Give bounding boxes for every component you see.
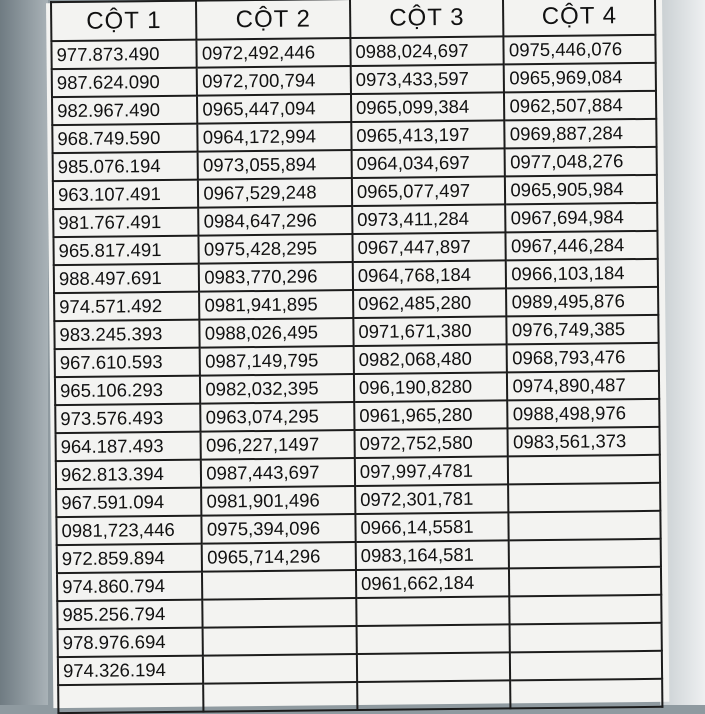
phone-number-table	[50, 0, 663, 714]
table-cell: 0961,662,184	[356, 568, 510, 598]
table-cell: 965.106.293	[55, 376, 201, 406]
table-cell: 0975,394,096	[202, 514, 356, 544]
table-cell: 096,227,1497	[201, 430, 355, 460]
table-cell: 0975,428,295	[199, 234, 353, 264]
table-cell: 0963,074,295	[201, 402, 355, 432]
table-cell: 0966,103,184	[506, 259, 658, 289]
table-cell: 964.187.493	[56, 432, 202, 462]
table-cell: 962.813.394	[56, 460, 202, 490]
table-cell: 983.245.393	[54, 320, 200, 350]
table-cell: 0981,723,446	[56, 516, 202, 546]
table-cell: 968.749.590	[52, 124, 198, 154]
table-cell	[202, 570, 356, 600]
table-cell	[509, 511, 661, 541]
table-cell: 096,190,8280	[354, 372, 508, 402]
table-cell: 0972,492,446	[197, 38, 351, 68]
table-cell	[510, 623, 662, 653]
table-cell	[357, 680, 511, 710]
table-cell: 0972,700,794	[197, 66, 351, 96]
table-cell: 0965,077,497	[352, 176, 506, 206]
table-cell: 0971,671,380	[353, 316, 507, 346]
table-cell: 987.624.090	[52, 68, 198, 98]
table-cell: 974.860.794	[57, 572, 203, 602]
table-cell	[509, 539, 661, 569]
table-cell: 0967,447,897	[352, 232, 506, 262]
table-cell: 0984,647,296	[199, 206, 353, 236]
table-cell: 982.967.490	[52, 96, 198, 126]
table-cell: 963.107.491	[53, 180, 199, 210]
table-cell: 0982,032,395	[200, 374, 354, 404]
table-cell: 974.326.194	[58, 656, 204, 686]
table-cell: 0964,034,697	[351, 148, 505, 178]
table-cell	[510, 651, 662, 681]
table-cell: 0981,941,895	[199, 290, 353, 320]
table-cell: 0973,433,597	[351, 64, 505, 94]
table-cell	[58, 684, 204, 714]
table-cell: 965.817.491	[53, 236, 199, 266]
table-cell: 974.571.492	[54, 292, 200, 322]
table-cell: 0983,561,373	[508, 427, 660, 457]
table-cell: 0961,965,280	[354, 400, 508, 430]
table-cell: 0964,172,994	[198, 122, 352, 152]
table-body	[51, 35, 662, 713]
table-cell: 0966,14,5581	[355, 512, 509, 542]
table-cell: 0977,048,276	[505, 147, 657, 177]
table-cell: 0965,413,197	[351, 120, 505, 150]
table-cell	[510, 595, 662, 625]
background-left	[0, 0, 48, 705]
table-cell: 0967,694,984	[506, 203, 658, 233]
table-cell: 973.576.493	[55, 404, 201, 434]
table-cell: 985.256.794	[57, 600, 203, 630]
table-cell: 0975,446,076	[504, 35, 656, 65]
table-cell: 0987,149,795	[200, 346, 354, 376]
table-row	[58, 679, 662, 713]
table-cell	[509, 567, 661, 597]
table-cell: 988.497.691	[54, 264, 200, 294]
table-cell: 0965,714,296	[202, 542, 356, 572]
table-cell	[204, 682, 358, 712]
table-cell	[203, 654, 357, 684]
table-cell	[356, 624, 510, 654]
table-cell: 0983,164,581	[356, 540, 510, 570]
table-cell: 0962,507,884	[504, 91, 656, 121]
table-cell: 0982,068,480	[354, 344, 508, 374]
table-cell: 0962,485,280	[353, 288, 507, 318]
table-cell: 972.859.894	[57, 544, 203, 574]
table-cell: 0965,905,984	[505, 175, 657, 205]
table-cell	[508, 455, 660, 485]
table-cell	[357, 652, 511, 682]
table-cell: 0973,411,284	[352, 204, 506, 234]
table-cell: 0973,055,894	[198, 150, 352, 180]
table-cell: 0968,793,476	[507, 343, 659, 373]
table-cell	[203, 626, 357, 656]
table-cell: 977.873.490	[51, 40, 197, 70]
table-cell: 967.591.094	[56, 488, 202, 518]
table-cell	[509, 483, 661, 513]
table-cell: 0972,752,580	[354, 428, 508, 458]
table-cell	[511, 679, 663, 709]
table-cell: 0969,887,284	[505, 119, 657, 149]
table-cell: 0988,498,976	[508, 399, 660, 429]
table-cell: 0988,026,495	[200, 318, 354, 348]
table-cell: 0988,024,697	[350, 36, 504, 66]
table-cell: 0965,969,084	[504, 63, 656, 93]
table-cell: 0989,495,876	[506, 287, 658, 317]
table-cell: 0976,749,385	[507, 315, 659, 345]
table-cell	[356, 596, 510, 626]
table-cell: 097,997,4781	[355, 456, 509, 486]
table-cell: 0967,529,248	[198, 178, 352, 208]
column-header-2: CỘT 2	[196, 0, 350, 40]
table-cell: 0983,770,296	[199, 262, 353, 292]
table-cell: 0964,768,184	[353, 260, 507, 290]
column-header-4: CỘT 4	[503, 0, 655, 36]
column-header-1: CỘT 1	[51, 1, 197, 42]
table-cell: 985.076.194	[53, 152, 199, 182]
table-cell: 0987,443,697	[201, 458, 355, 488]
paper-sheet	[46, 0, 669, 708]
table-cell: 0972,301,781	[355, 484, 509, 514]
table-cell: 967.610.593	[55, 348, 201, 378]
table-cell: 978.976.694	[58, 628, 204, 658]
table-cell: 0965,447,094	[197, 94, 351, 124]
table-cell: 0965,099,384	[351, 92, 505, 122]
table-cell: 981.767.491	[53, 208, 199, 238]
table-cell: 0981,901,496	[201, 486, 355, 516]
table-cell: 0974,890,487	[507, 371, 659, 401]
table-cell	[203, 598, 357, 628]
table-cell: 0967,446,284	[506, 231, 658, 261]
column-header-3: CỘT 3	[350, 0, 504, 38]
